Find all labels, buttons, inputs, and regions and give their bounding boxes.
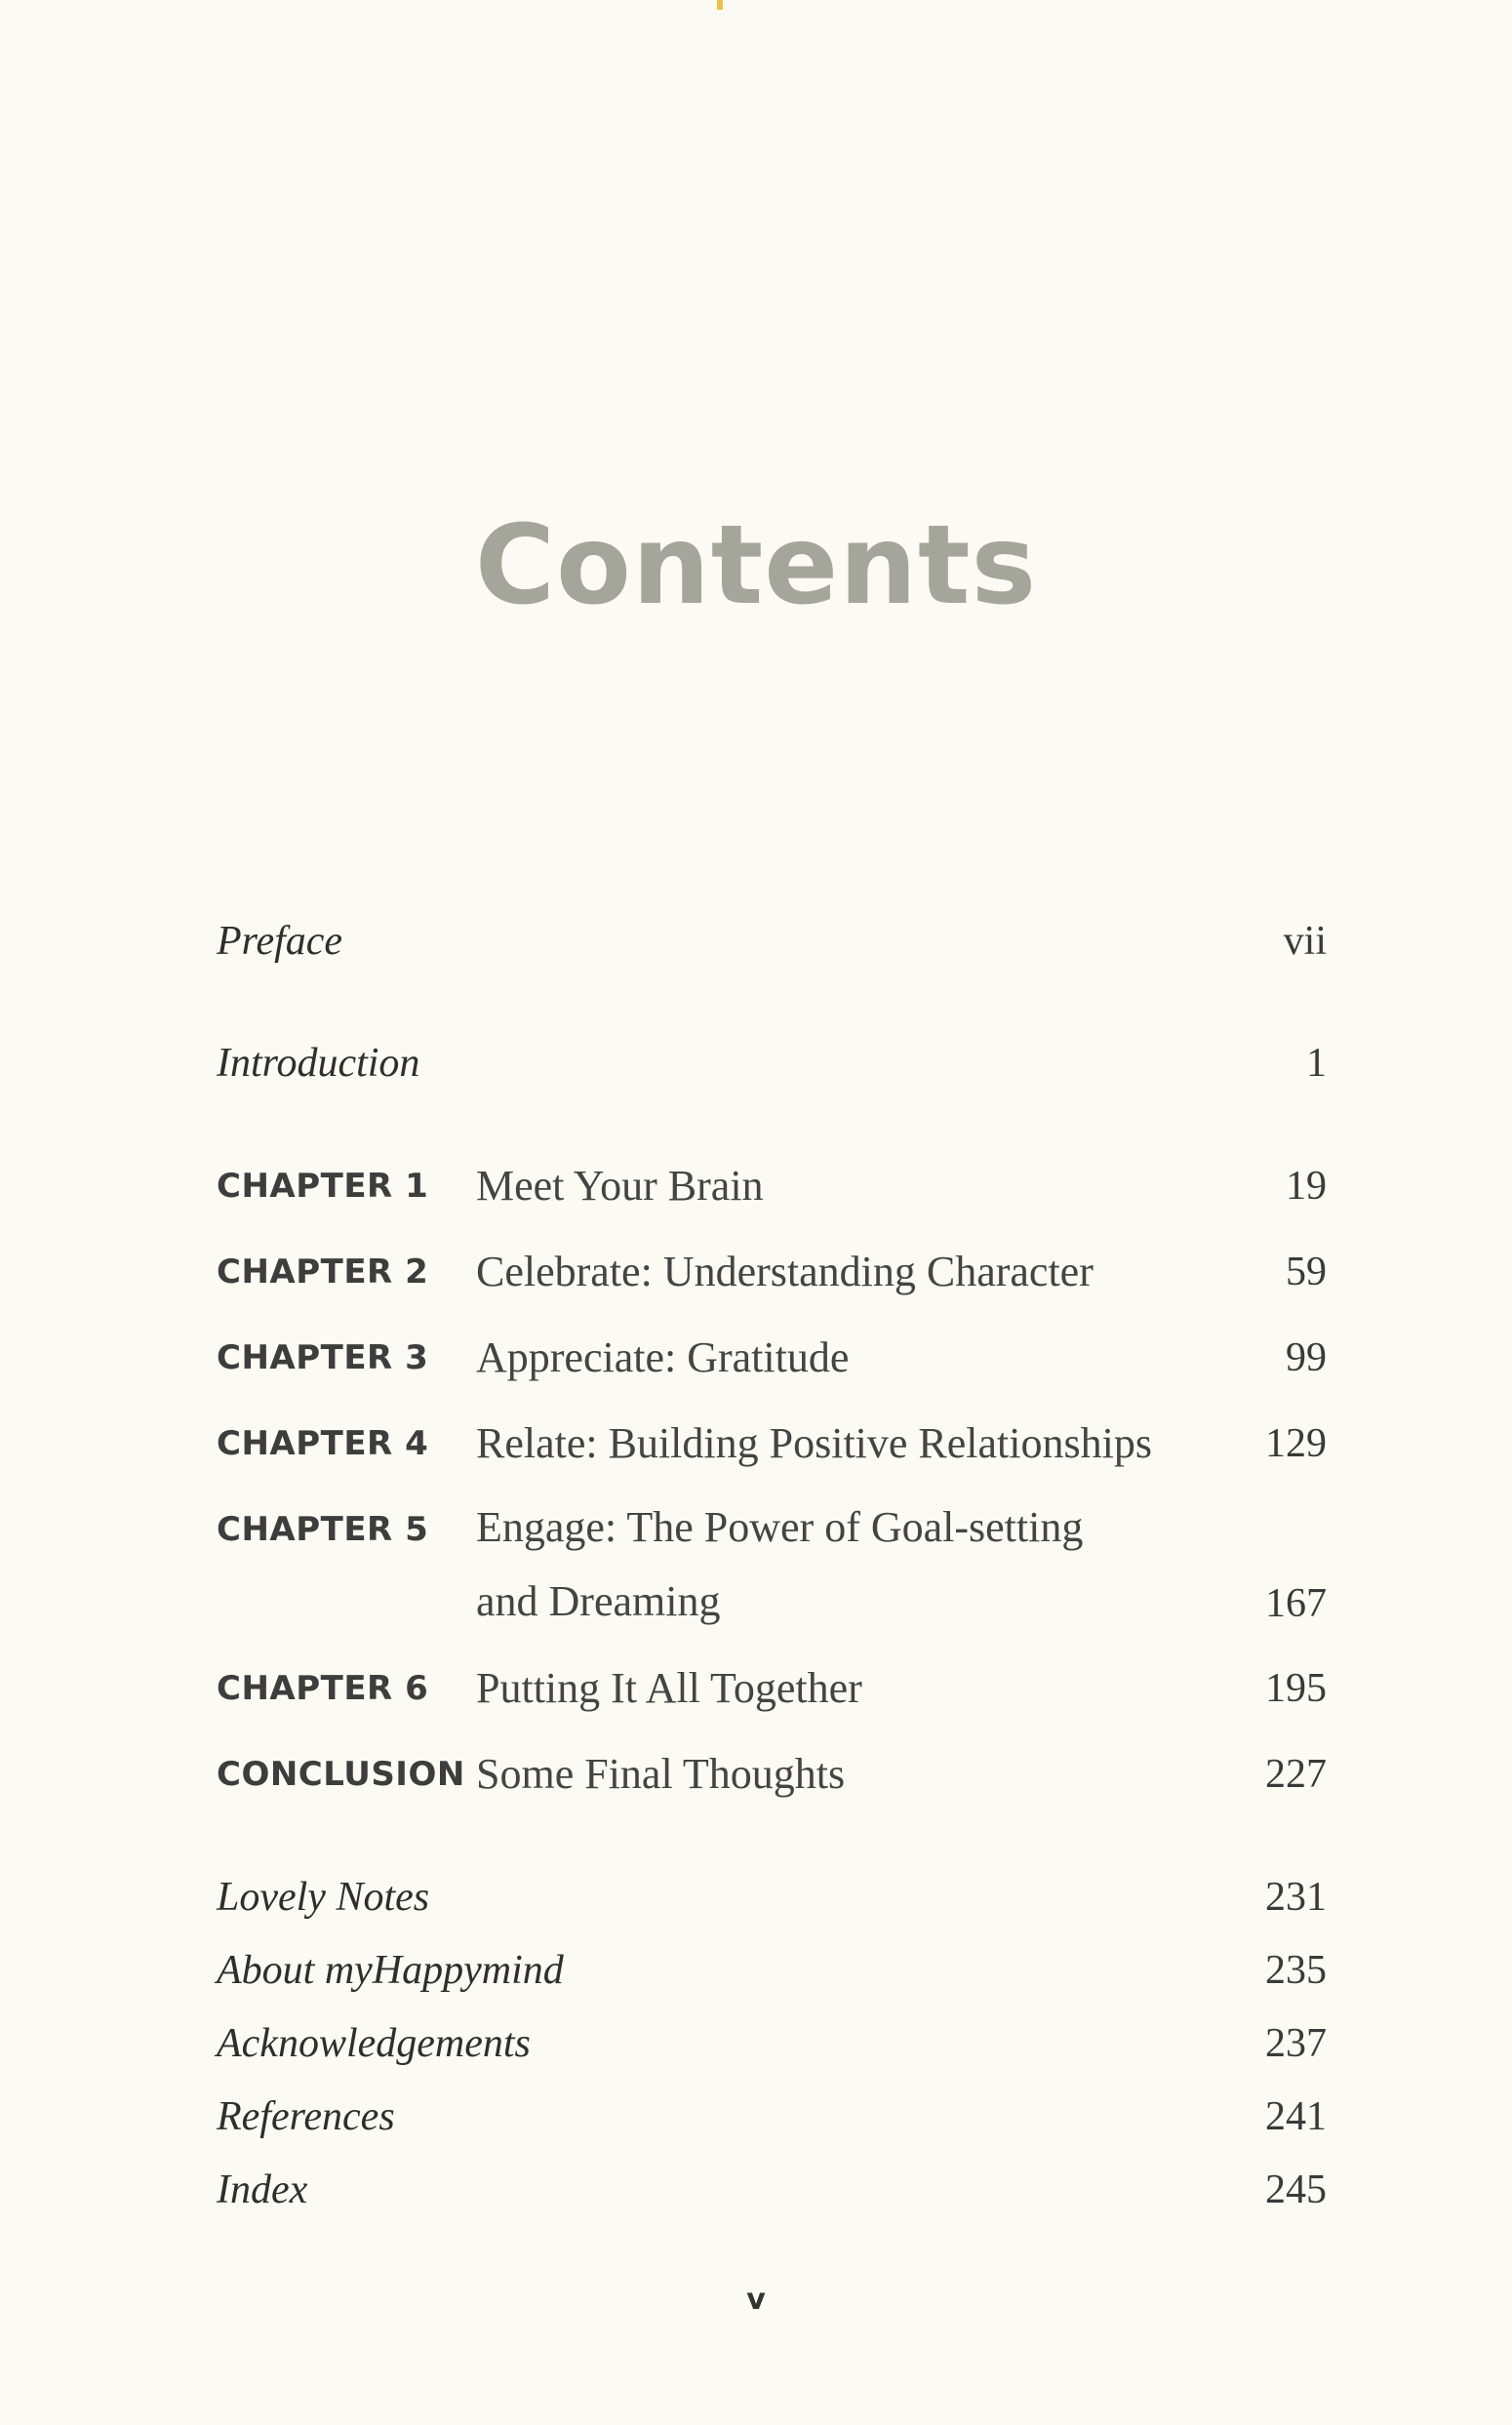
page-folio: v	[746, 2283, 766, 2317]
toc-page-number: 231	[1265, 1875, 1327, 1920]
toc-page-number: 99	[1286, 1335, 1327, 1380]
toc-page-number: 19	[1286, 1164, 1327, 1209]
toc-entry-label: References	[217, 2094, 395, 2139]
toc-entry-chapter-1[interactable]	[217, 1147, 1327, 1225]
toc-page-number: 245	[1265, 2167, 1327, 2212]
toc-entry-label: Introduction	[217, 1041, 420, 1086]
chapter-label: CHAPTER 3	[217, 1338, 429, 1377]
toc-entry-chapter-3[interactable]	[217, 1319, 1327, 1397]
toc-entry-references[interactable]	[217, 2078, 1327, 2156]
chapter-title: Meet Your Brain	[476, 1162, 764, 1210]
chapter-title-line-2: and Dreaming	[476, 1577, 721, 1625]
toc-entry-chapter-6[interactable]	[217, 1650, 1327, 1728]
toc-entry-introduction[interactable]	[217, 1024, 1327, 1102]
yellow-speck	[717, 0, 723, 10]
toc-page-number: 235	[1265, 1948, 1327, 1993]
chapter-title: Appreciate: Gratitude	[476, 1333, 850, 1381]
chapter-title: Putting It All Together	[476, 1664, 862, 1712]
chapter-label: CHAPTER 1	[217, 1167, 429, 1206]
toc-entry-label: Index	[217, 2167, 308, 2212]
chapter-label: CHAPTER 2	[217, 1252, 429, 1292]
toc-page-number: 237	[1265, 2021, 1327, 2066]
chapter-label: CONCLUSION	[217, 1755, 465, 1794]
chapter-title	[476, 1491, 1237, 1639]
toc-page-number: 1	[1306, 1041, 1327, 1086]
toc-entry-about[interactable]	[217, 1931, 1327, 2009]
toc-page-number: 195	[1265, 1666, 1327, 1711]
chapter-title-line-1: Engage: The Power of Goal-setting	[476, 1503, 1084, 1551]
toc-entry-label: Acknowledgements	[217, 2021, 531, 2066]
chapter-title: Some Final Thoughts	[476, 1750, 846, 1798]
toc-entry-chapter-4[interactable]	[217, 1405, 1327, 1483]
toc-page-number: 241	[1265, 2094, 1327, 2139]
toc-entry-chapter-5[interactable]	[217, 1491, 1327, 1647]
toc-entry-index[interactable]	[217, 2151, 1327, 2229]
toc-entry-label: Lovely Notes	[217, 1875, 430, 1920]
toc-page-number: 227	[1265, 1752, 1327, 1797]
toc-entry-chapter-2[interactable]	[217, 1233, 1327, 1311]
toc-entry-label: About myHappymind	[217, 1948, 564, 1993]
chapter-label: CHAPTER 5	[217, 1510, 429, 1549]
toc-page-number: 167	[1265, 1581, 1327, 1626]
toc-page-number: 59	[1286, 1250, 1327, 1294]
toc-entry-lovely-notes[interactable]	[217, 1858, 1327, 1936]
toc-entry-acknowledgements[interactable]	[217, 2005, 1327, 2083]
chapter-title: Celebrate: Understanding Character	[476, 1248, 1094, 1295]
toc-page-number: 129	[1265, 1421, 1327, 1466]
chapter-title: Relate: Building Positive Relationships	[476, 1419, 1152, 1467]
toc-page-number: vii	[1283, 919, 1327, 964]
chapter-label: CHAPTER 4	[217, 1424, 429, 1463]
toc-entry-preface[interactable]	[217, 902, 1327, 980]
page-title: Contents	[474, 502, 1038, 629]
chapter-label: CHAPTER 6	[217, 1669, 429, 1708]
toc-entry-label: Preface	[217, 919, 343, 964]
toc-entry-conclusion[interactable]	[217, 1735, 1327, 1813]
